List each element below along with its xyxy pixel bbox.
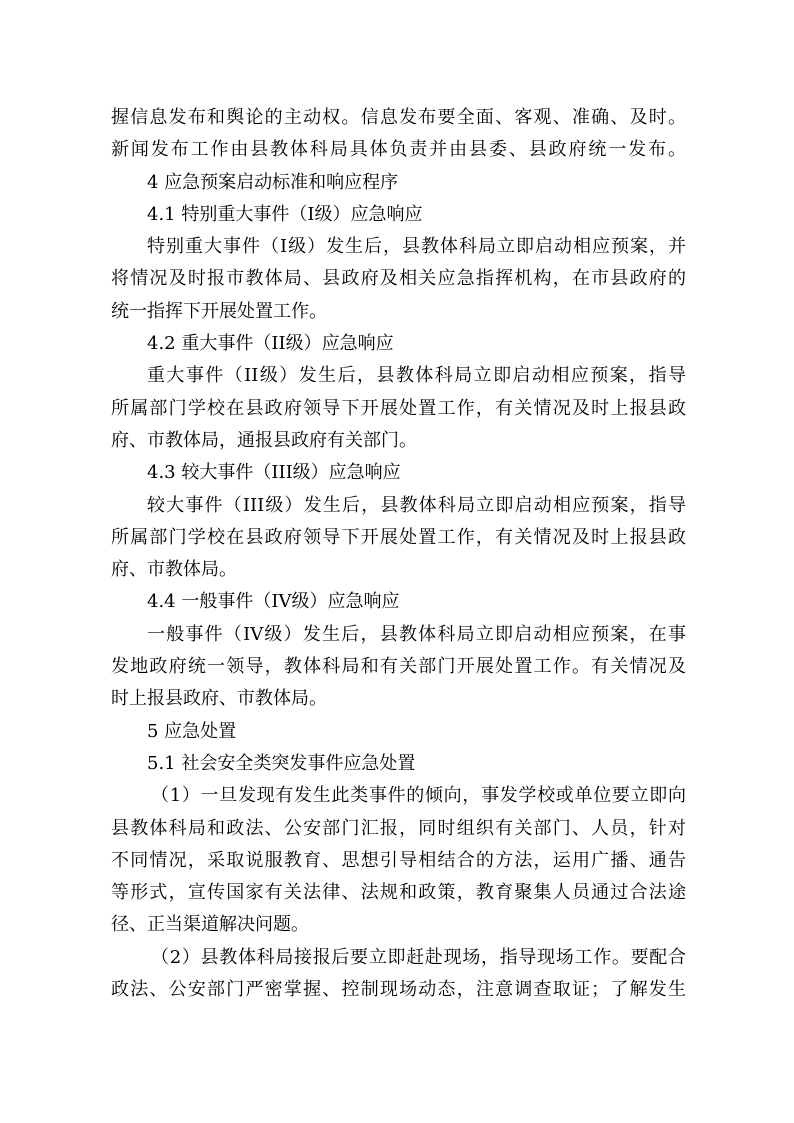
text-line: 统一指挥下开展处置工作。	[111, 300, 327, 322]
text-line: 较大事件（III级）发生后，县教体科局立即启动相应预案，指导	[147, 494, 686, 516]
subsection-heading: 4.3 较大事件（III级）应急响应	[147, 462, 401, 484]
text-line: 一般事件（IV级）发生后，县教体科局立即启动相应预案，在事	[147, 623, 686, 645]
text-line: 将情况及时报市教体局、县政府及相关应急指挥机构，在市县政府的	[111, 268, 686, 290]
subsection-heading: 5.1 社会安全类突发事件应急处置	[147, 752, 416, 774]
section-heading: 5 应急处置	[147, 720, 237, 742]
text-line: 府、市教体局，通报县政府有关部门。	[111, 429, 417, 451]
text-line: （2）县教体科局接报后要立即赶赴现场，指导现场工作。要配合	[151, 946, 686, 968]
document-body	[111, 102, 686, 1006]
section-heading: 4 应急预案启动标准和响应程序	[147, 171, 399, 193]
subsection-heading: 4.2 重大事件（II级）应急响应	[147, 333, 394, 355]
text-line: 所属部门学校在县政府领导下开展处置工作，有关情况及时上报县政	[111, 397, 686, 419]
subsection-heading: 4.1 特别重大事件（Ⅰ级）应急响应	[147, 203, 423, 225]
text-line: 政法、公安部门严密掌握、控制现场动态，注意调查取证；了解发生	[111, 979, 686, 1001]
text-line: 县教体科局和政法、公安部门汇报，同时组织有关部门、人员，针对	[111, 817, 686, 839]
text-line: 时上报县政府、市教体局。	[111, 688, 327, 710]
text-line: 重大事件（II级）发生后，县教体科局立即启动相应预案，指导	[147, 365, 686, 387]
text-line: 径、正当渠道解决问题。	[111, 914, 309, 936]
text-line: 发地政府统一领导，教体科局和有关部门开展处置工作。有关情况及	[111, 656, 686, 678]
text-line: 不同情况，采取说服教育、思想引导相结合的方法，运用广播、通告	[111, 849, 686, 871]
text-line: 特别重大事件（Ⅰ级）发生后，县教体科局立即启动相应预案，并	[147, 236, 686, 258]
text-line: 新闻发布工作由县教体科局具体负责并由县委、县政府统一发布。	[111, 139, 686, 161]
subsection-heading: 4.4 一般事件（IV级）应急响应	[147, 591, 400, 613]
text-line: 等形式，宣传国家有关法律、法规和政策，教育聚集人员通过合法途	[111, 882, 686, 904]
text-line: 所属部门学校在县政府领导下开展处置工作，有关情况及时上报县政	[111, 526, 686, 548]
text-line: （1）一旦发现有发生此类事件的倾向，事发学校或单位要立即向	[151, 785, 686, 807]
text-line: 府、市教体局。	[111, 559, 237, 581]
text-line: 握信息发布和舆论的主动权。信息发布要全面、客观、准确、及时。	[111, 107, 686, 128]
